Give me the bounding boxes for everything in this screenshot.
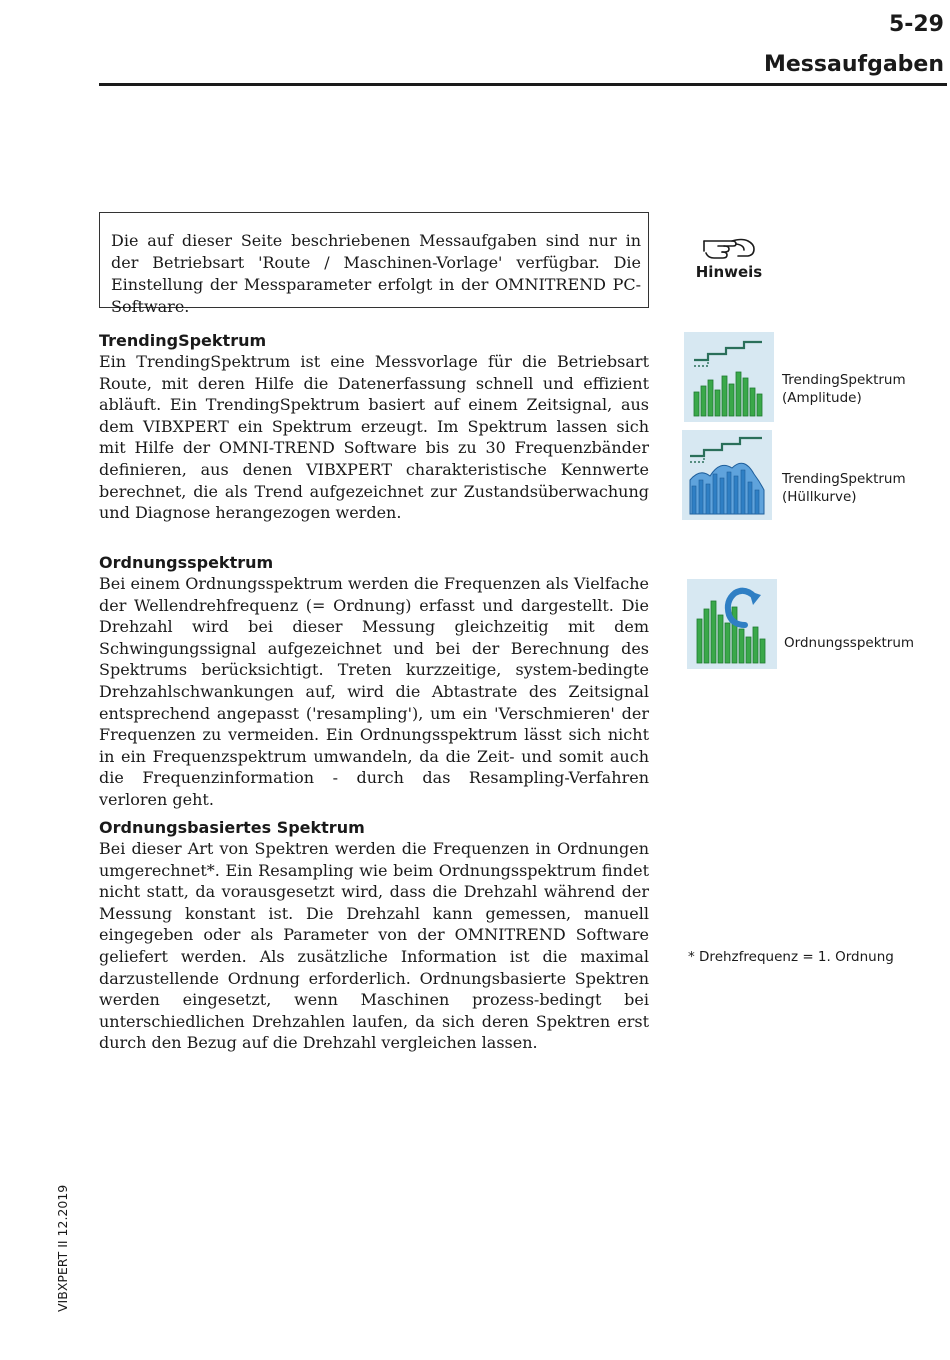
caption-envelope: TrendingSpektrum (Hüllkurve) (782, 471, 906, 505)
hint-marker (694, 232, 764, 281)
footer-document-id: VIBXPERT II 12.2019 (55, 1184, 70, 1312)
trending-spectrum-envelope-icon (682, 430, 772, 520)
caption-order-spectrum: Ordnungsspektrum (784, 635, 915, 651)
page-number: 5-29 (888, 12, 944, 37)
notice-text: Die auf dieser Seite beschriebenen Messaufgaben sind nur in der Betriebsart 'Route / Maschinen-Vorlage' verfügbar. Die Einstellung der Messparameter erfolgt in der OMNITREND PC-Software. (111, 231, 641, 316)
pointing-hand-icon (702, 232, 756, 260)
section-title: Ordnungsspektrum (99, 553, 274, 572)
chapter-title: Messaufgaben (763, 52, 944, 77)
section-title: Ordnungsbasiertes Spektrum (99, 818, 365, 837)
section-order-spectrum (99, 553, 649, 811)
section-trending-spectrum (99, 331, 649, 524)
section-body: Ein TrendingSpektrum ist eine Messvorlage für die Betriebsart Route, mit deren Hilfe die Datenerfassung schnell und effizient abläuft. Ein TrendingSpektrum basiert auf einem Zeitsignal, aus dem VIBXPERT ein Spektrum erzeugt. Im Spektrum lassen sich mit Hilfe der OMNI-TREND Software bis zu 30 Frequenzbänder definieren, aus denen VIBXPERT charakteristische Kennwerte berechnet, die als Trend aufgezeichnet zur Zustandsüberwachung und Diagnose herangezogen werden. (99, 352, 649, 523)
footnote: * Drehzfrequenz = 1. Ordnung (688, 949, 894, 965)
section-body: Bei einem Ordnungsspektrum werden die Frequenzen als Vielfache der Wellendrehfrequenz (= Ordnung) erfasst und dargestellt. Die Drehzahl wird bei dieser Messung gleichzeitig mit dem Schwingungssignal aufgezeichnet und bei der Berechnung des Spektrums berücksichtigt. Treten kurzzeitige, system-bedingte Drehzahlschwankungen auf, wird die Abtastrate des Zeitsignal entsprechend angepasst ('resampling'), um ein 'Verschmieren' der Frequenzen zu vermeiden. Ein Ordnungsspektrum lässt sich nicht in ein Frequenzspektrum umwandeln, da die Zeit- und somit auch die Frequenzinformation - durch das Resampling-Verfahren verloren geht. (99, 574, 649, 809)
section-title: TrendingSpektrum (99, 331, 267, 350)
trending-spectrum-amplitude-icon (684, 332, 774, 422)
order-spectrum-icon (687, 579, 777, 669)
header-divider (99, 83, 947, 86)
section-order-based-spectrum (99, 818, 649, 1054)
section-body: Bei dieser Art von Spektren werden die Frequenzen in Ordnungen umgerechnet*. Ein Resampling wie beim Ordnungsspektrum findet nicht statt, da vorausgesetzt wird, dass die Drehzahl während der Messung konstant ist. Die Drehzahl kann gemessen, manuell eingegeben oder als Parameter von der OMNITREND Software geliefert werden. Als zusätzliche Information ist die maximal darzustellende Ordnung erforderlich. Ordnungsbasierte Spektren werden eingesetzt, wenn Maschinen prozess-bedingt bei unterschiedlichen Drehzahlen laufen, da sich deren Spektren erst durch den Bezug auf die Drehzahl vergleichen lassen. (99, 839, 649, 1053)
caption-amplitude: TrendingSpektrum (Amplitude) (782, 372, 906, 406)
hint-label: Hinweis (695, 263, 763, 281)
notice-box (99, 212, 649, 316)
